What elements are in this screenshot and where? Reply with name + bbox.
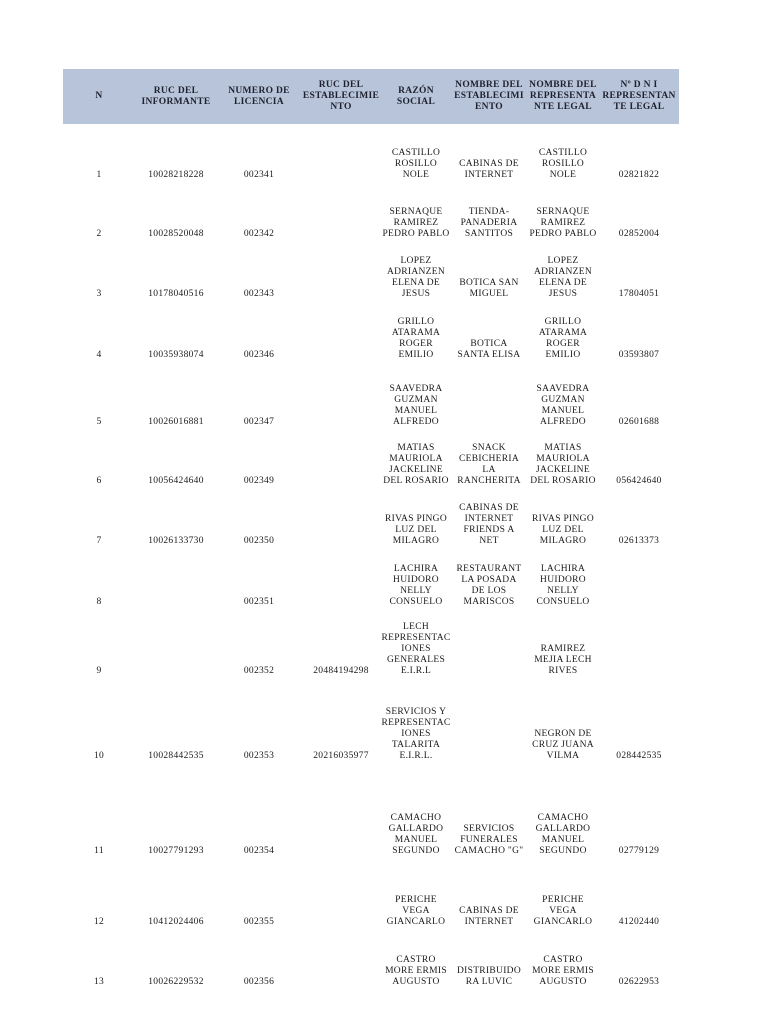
table-row <box>63 863 679 934</box>
col-ruc-informante-cell: 10028520048 <box>148 229 204 239</box>
col-dni-cell: 02821822 <box>618 170 660 180</box>
col-representante-legal-cell: MATIAS MAURIOLA JACKELINE DEL ROSARIO <box>530 443 596 486</box>
col-licencia-cell: 002347 <box>243 417 275 427</box>
col-representante-legal-cell: CASTRO MORE ERMIS AUGUSTO <box>532 955 594 987</box>
col-ruc-informante-cell: 10028442535 <box>148 751 204 761</box>
col-nombre-establecimiento-cell: RESTAURANT LA POSADA DE LOS MARISCOS <box>456 564 522 607</box>
table-row <box>63 187 679 246</box>
col-ruc-establecimiento-cell <box>301 768 381 857</box>
col-n-cell: 4 <box>96 350 102 360</box>
col-dni-cell: 056424640 <box>616 476 662 486</box>
col-ruc-informante-cell <box>135 614 217 677</box>
col-dni-cell: 02779129 <box>618 846 660 856</box>
col-nombre-establecimiento-cell <box>451 367 527 428</box>
header-label: NUMERO DE LICENCIA <box>228 85 290 107</box>
col-ruc-informante-cell: 10056424640 <box>148 476 204 486</box>
col-ruc-informante-cell: 10026133730 <box>148 536 204 546</box>
col-licencia-cell: 002341 <box>243 170 275 180</box>
table-row <box>63 367 679 434</box>
col-representante-legal-cell: PERICHE VEGA GIANCARLO <box>533 895 593 927</box>
col-licencia-cell: 002351 <box>243 597 275 607</box>
col-razon-social-cell: CAMACHO GALLARDO MANUEL SEGUNDO <box>388 813 444 856</box>
col-razon-social-cell: PERICHE VEGA GIANCARLO <box>386 895 446 927</box>
col-licencia-cell: 002356 <box>243 977 275 987</box>
col-razon-social-cell: LOPEZ ADRIANZEN ELENA DE JESUS <box>386 256 446 299</box>
col-n-cell: 12 <box>93 917 105 927</box>
table-row <box>63 934 679 994</box>
col-representante-legal-cell: GRILLO ATARAMA ROGER EMILIO <box>538 317 588 360</box>
col-dni-cell: 02622953 <box>618 977 660 987</box>
col-nombre-establecimiento-cell <box>451 683 527 762</box>
col-razon-social-cell: LACHIRA HUIDORO NELLY CONSUELO <box>389 564 443 607</box>
col-nombre-establecimiento-cell: CABINAS DE INTERNET <box>459 159 519 180</box>
header-col-ruc-informante <box>135 69 217 124</box>
col-n-cell: 11 <box>94 846 104 856</box>
col-representante-legal-cell: RAMIREZ MEJIA LECH RIVES <box>534 644 592 676</box>
col-representante-legal-cell: LACHIRA HUIDORO NELLY CONSUELO <box>536 564 590 607</box>
col-n-cell: 7 <box>96 536 102 546</box>
header-label: Nº D N I REPRESENTAN TE LEGAL <box>602 80 676 112</box>
col-representante-legal-cell: NEGRON DE CRUZ JUANA VILMA <box>532 729 594 761</box>
col-ruc-establecimiento-cell <box>301 434 381 487</box>
col-dni-cell <box>599 614 679 677</box>
col-nombre-establecimiento-cell <box>451 614 527 677</box>
col-dni-cell: 03593807 <box>618 350 660 360</box>
col-razon-social-cell: SERVICIOS Y REPRESENTAC IONES TALARITA E.I.R.L. <box>381 707 451 761</box>
col-licencia-cell: 002354 <box>243 846 275 856</box>
col-ruc-informante-cell: 10027791293 <box>148 846 204 856</box>
table-row <box>63 683 679 768</box>
table-row <box>63 306 679 367</box>
table-row <box>63 768 679 863</box>
col-razon-social-cell: RIVAS PINGO LUZ DEL MILAGRO <box>385 514 447 546</box>
col-licencia-cell: 002353 <box>243 751 275 761</box>
col-licencia-cell: 002352 <box>243 666 275 676</box>
col-ruc-informante-cell: 10026229532 <box>148 977 204 987</box>
col-ruc-establecimiento-cell <box>301 493 381 547</box>
col-dni-cell: 41202440 <box>618 917 660 927</box>
col-razon-social-cell: SERNAQUE RAMIREZ PEDRO PABLO <box>382 207 450 239</box>
license-table <box>63 69 679 1004</box>
col-ruc-informante-cell: 10035938074 <box>148 350 204 360</box>
col-licencia-cell: 002350 <box>243 536 275 546</box>
col-n-cell: 10 <box>93 751 105 761</box>
header-col-n <box>63 69 135 124</box>
col-n-cell: 5 <box>96 417 102 427</box>
table-row <box>63 434 679 493</box>
table-row <box>63 493 679 553</box>
col-dni-cell: 028442535 <box>616 751 662 761</box>
col-ruc-establecimiento-cell <box>301 863 381 928</box>
col-nombre-establecimiento-cell: CABINAS DE INTERNET <box>459 906 519 927</box>
table-row <box>63 614 679 683</box>
header-label: NOMBRE DEL ESTABLECIMI ENTO <box>454 80 524 112</box>
col-representante-legal-cell: SAAVEDRA GUZMAN MANUEL ALFREDO <box>536 384 590 427</box>
col-ruc-establecimiento-cell <box>301 127 381 181</box>
col-dni-cell: 02601688 <box>618 417 660 427</box>
col-n-cell: 1 <box>96 170 102 180</box>
table-row <box>63 246 679 306</box>
col-ruc-informante-cell: 10028218228 <box>148 170 204 180</box>
col-n-cell: 9 <box>96 666 102 676</box>
header-col-ruc-establecimiento <box>301 69 381 124</box>
col-licencia-cell: 002342 <box>243 229 275 239</box>
col-representante-legal-cell: SERNAQUE RAMIREZ PEDRO PABLO <box>529 207 597 239</box>
col-razon-social-cell: CASTILLO ROSILLO NOLE <box>391 148 441 180</box>
header-col-razon-social <box>381 69 451 124</box>
table-header <box>63 69 679 124</box>
col-nombre-establecimiento-cell: BOTICA SAN MIGUEL <box>459 278 519 299</box>
col-ruc-informante-cell: 10178040516 <box>148 289 204 299</box>
col-ruc-informante-cell <box>135 553 217 608</box>
col-nombre-establecimiento-cell: TIENDA- PANADERIA SANTITOS <box>460 207 518 239</box>
col-ruc-establecimiento-cell <box>301 306 381 361</box>
col-nombre-establecimiento-cell: SNACK CEBICHERIA LA RANCHERITA <box>457 443 521 486</box>
col-dni-cell: 02613373 <box>618 536 660 546</box>
header-label: RUC DEL INFORMANTE <box>141 85 211 107</box>
col-n-cell: 2 <box>96 229 102 239</box>
col-n-cell: 13 <box>93 977 105 987</box>
col-razon-social-cell: LECH REPRESENTAC IONES GENERALES E.I.R.L <box>381 622 451 676</box>
col-dni-cell: 02852004 <box>618 229 660 239</box>
col-ruc-establecimiento-cell: 20216035977 <box>313 751 369 761</box>
col-ruc-establecimiento-cell: 20484194298 <box>313 666 369 676</box>
col-ruc-establecimiento-cell <box>301 187 381 240</box>
col-ruc-establecimiento-cell <box>301 934 381 988</box>
header-col-nombre-establecimiento <box>451 69 527 124</box>
col-razon-social-cell: MATIAS MAURIOLA JACKELINE DEL ROSARIO <box>383 443 449 486</box>
col-licencia-cell: 002349 <box>243 476 275 486</box>
col-nombre-establecimiento-cell: CABINAS DE INTERNET FRIENDS A NET <box>459 503 519 546</box>
col-razon-social-cell: GRILLO ATARAMA ROGER EMILIO <box>391 317 441 360</box>
col-representante-legal-cell: LOPEZ ADRIANZEN ELENA DE JESUS <box>533 256 593 299</box>
header-col-dni <box>599 69 679 124</box>
col-representante-legal-cell: CAMACHO GALLARDO MANUEL SEGUNDO <box>535 813 591 856</box>
col-nombre-establecimiento-cell: BOTICA SANTA ELISA <box>457 339 521 360</box>
col-n-cell: 3 <box>96 289 102 299</box>
col-ruc-establecimiento-cell <box>301 553 381 608</box>
col-razon-social-cell: SAAVEDRA GUZMAN MANUEL ALFREDO <box>389 384 443 427</box>
col-representante-legal-cell: RIVAS PINGO LUZ DEL MILAGRO <box>532 514 594 546</box>
col-licencia-cell: 002355 <box>243 917 275 927</box>
table-body <box>63 124 679 1004</box>
header-label: RAZÓN SOCIAL <box>396 85 436 107</box>
header-label: NOMBRE DEL REPRESENTA NTE LEGAL <box>529 80 597 112</box>
col-ruc-establecimiento-cell <box>301 367 381 428</box>
col-razon-social-cell: CASTRO MORE ERMIS AUGUSTO <box>385 955 447 987</box>
header-label: RUC DEL ESTABLECIMIE NTO <box>302 80 380 112</box>
col-ruc-establecimiento-cell <box>301 246 381 300</box>
header-label: N <box>95 91 103 101</box>
col-n-cell: 8 <box>96 597 102 607</box>
table-row <box>63 127 679 187</box>
col-dni-cell: 17804051 <box>618 289 660 299</box>
col-representante-legal-cell: CASTILLO ROSILLO NOLE <box>538 148 588 180</box>
col-dni-cell <box>599 553 679 608</box>
col-licencia-cell: 002346 <box>243 350 275 360</box>
col-ruc-informante-cell: 10412024406 <box>148 917 204 927</box>
col-licencia-cell: 002343 <box>243 289 275 299</box>
header-col-licencia <box>217 69 301 124</box>
col-nombre-establecimiento-cell: SERVICIOS FUNERALES CAMACHO "G" <box>454 824 524 856</box>
header-col-representante-legal <box>527 69 599 124</box>
table-row <box>63 553 679 614</box>
col-nombre-establecimiento-cell: DISTRIBUIDO RA LUVIC <box>457 966 521 987</box>
col-n-cell: 6 <box>96 476 102 486</box>
col-ruc-informante-cell: 10026016881 <box>148 417 204 427</box>
